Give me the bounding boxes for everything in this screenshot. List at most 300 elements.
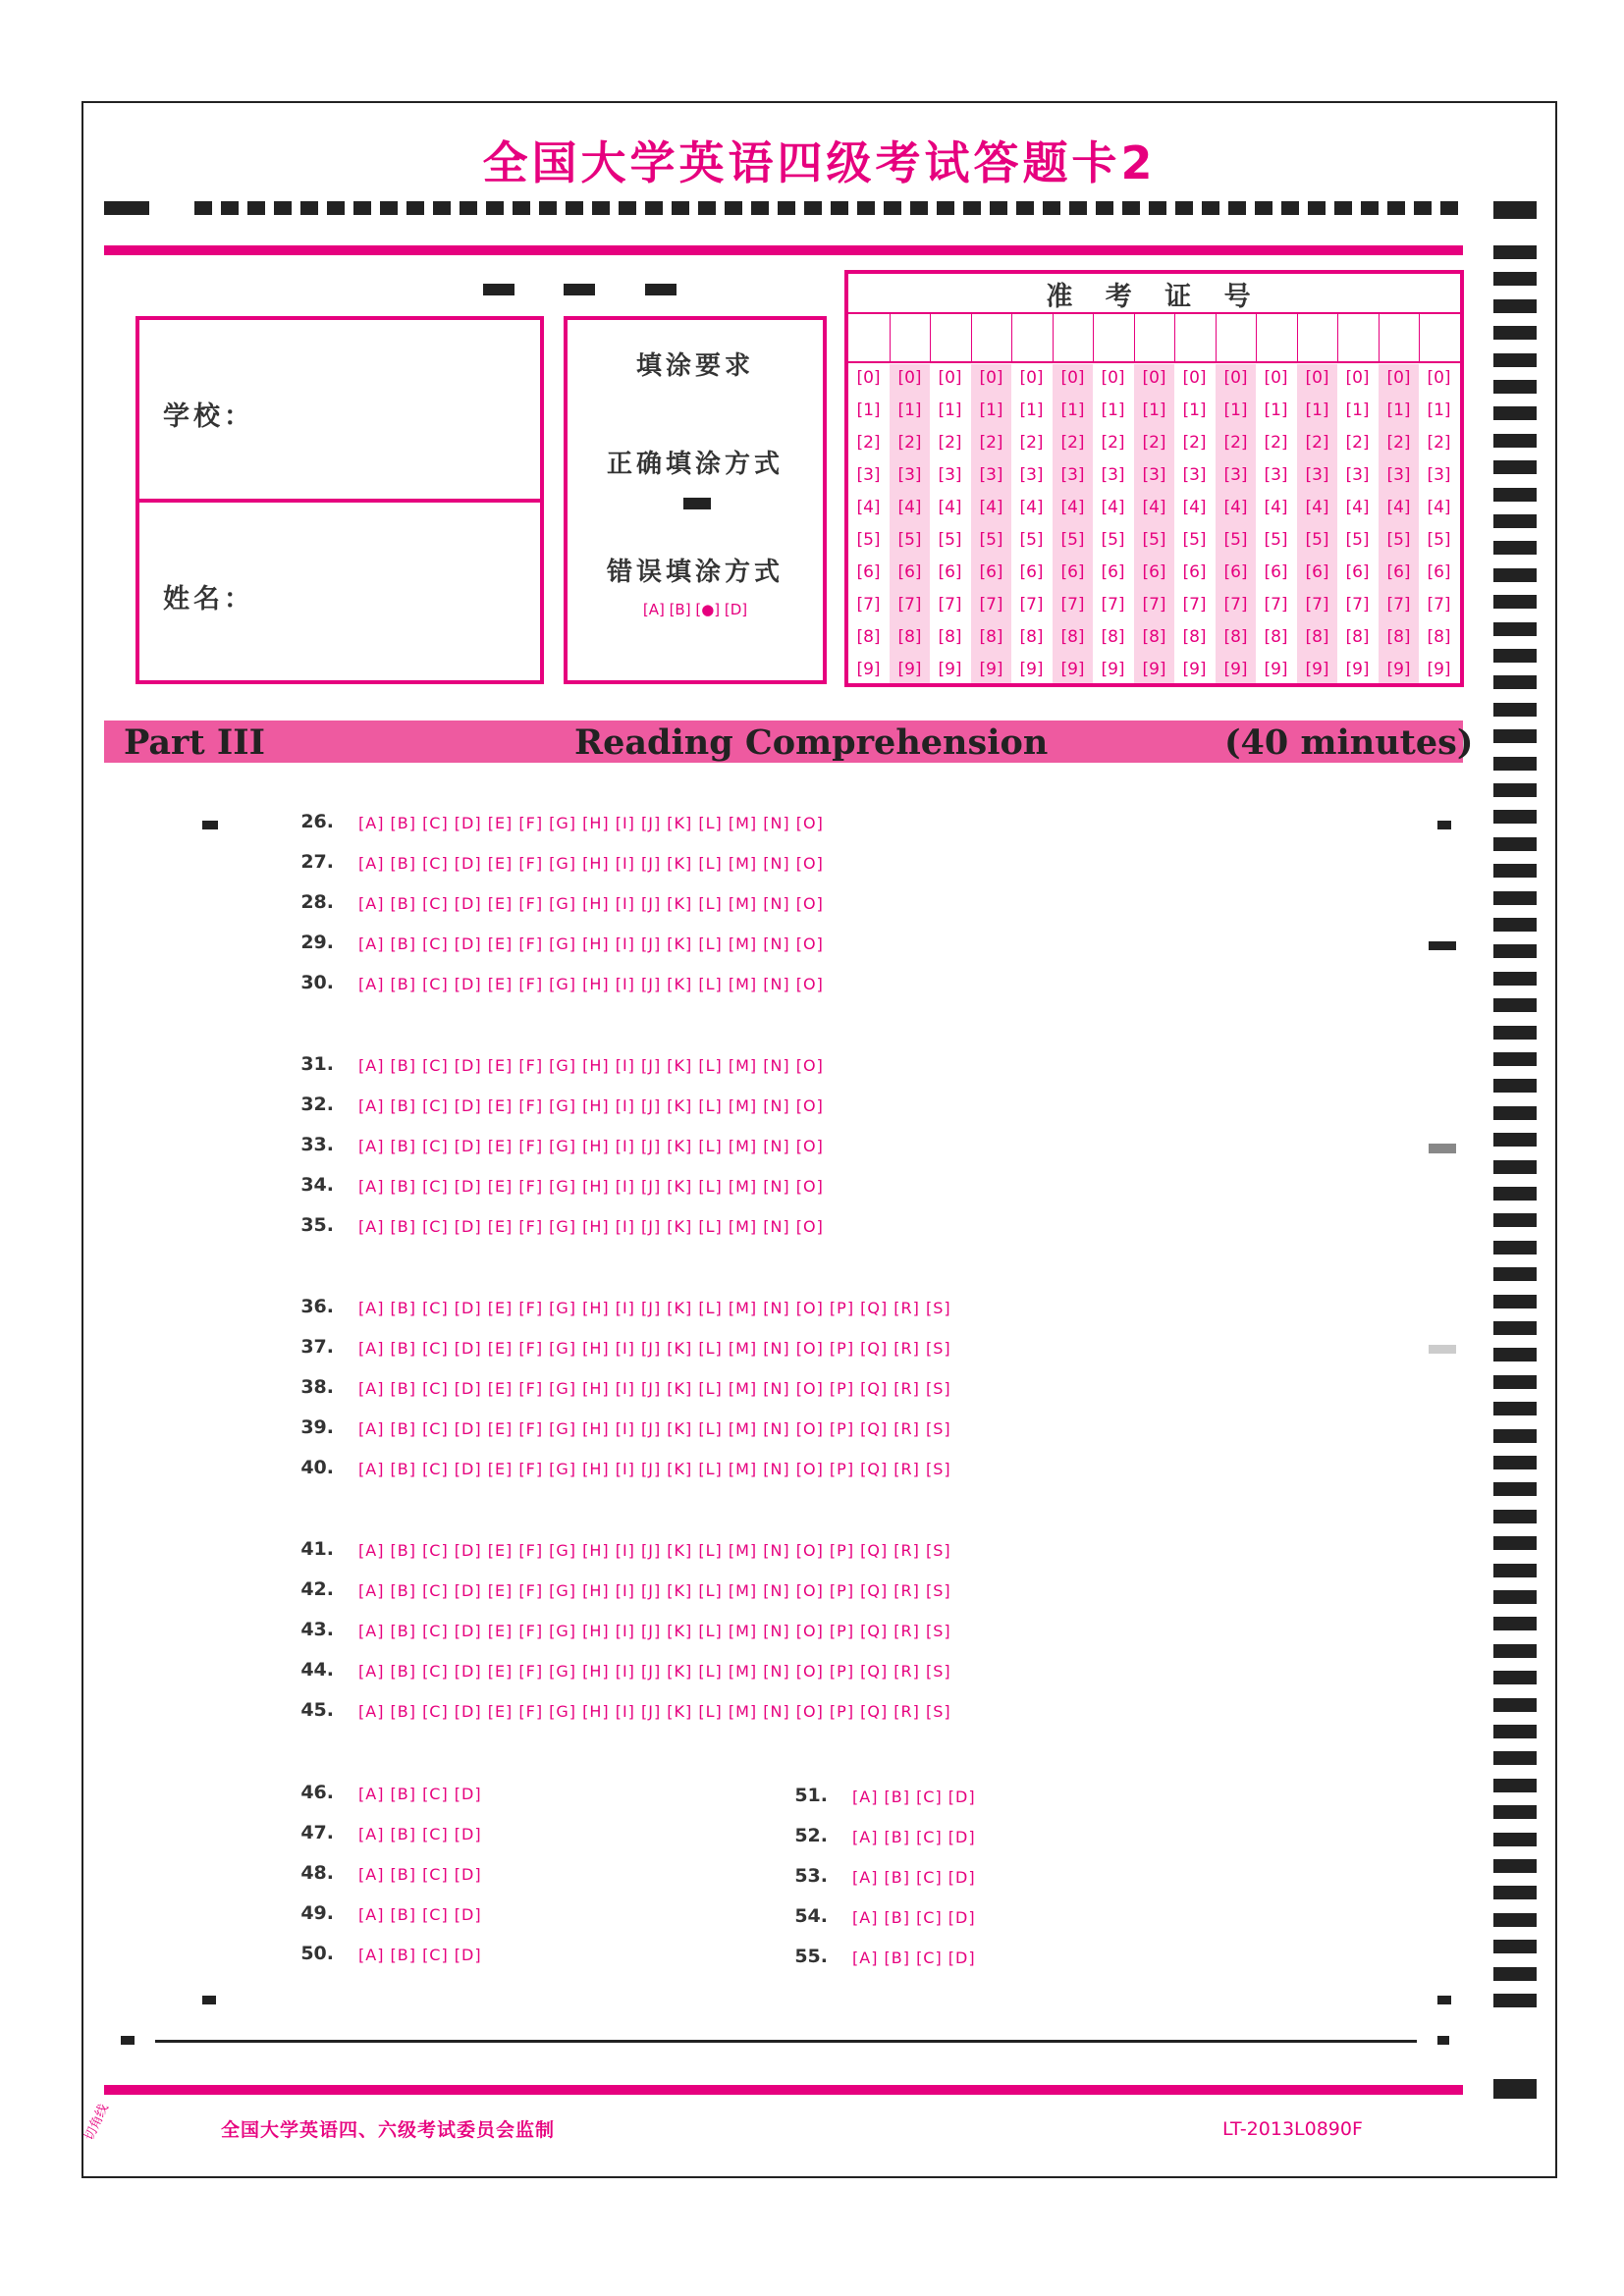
question-number: 49.	[300, 1902, 334, 1924]
answer-options[interactable]: [A] [B] [C] [D] [E] [F] [G] [H] [I] [J] [K] [L] [M] [N] [O] [P] [Q] [R] [S]	[358, 1581, 951, 1600]
exam-id-digit-bubble[interactable]: [5]	[1223, 530, 1248, 550]
question-number: 52.	[794, 1825, 828, 1846]
exam-id-digit-bubble[interactable]: [9]	[1345, 660, 1370, 679]
side-timing-mark	[1493, 729, 1537, 743]
exam-id-digit-bubble[interactable]: [1]	[1101, 400, 1125, 420]
exam-id-digit-bubble[interactable]: [2]	[1345, 433, 1370, 453]
timing-mark	[539, 201, 557, 215]
side-timing-mark	[1493, 1213, 1537, 1227]
exam-id-digit-bubble[interactable]: [9]	[1101, 660, 1125, 679]
exam-id-digit-bubble[interactable]: [8]	[1101, 627, 1125, 647]
registration-mark	[483, 284, 514, 295]
timing-mark	[1387, 201, 1405, 215]
side-timing-mark	[1493, 649, 1537, 663]
question-number: 42.	[300, 1578, 334, 1600]
exam-id-digit-bubble[interactable]: [8]	[1264, 627, 1288, 647]
answer-options[interactable]: [A] [B] [C] [D] [E] [F] [G] [H] [I] [J] [K] [L] [M] [N] [O] [P] [Q] [R] [S]	[358, 1299, 951, 1317]
timing-mark	[1308, 201, 1326, 215]
side-timing-mark	[1493, 1295, 1537, 1308]
exam-id-digit-bubble[interactable]: [7]	[1386, 595, 1411, 614]
side-timing-mark	[1493, 1510, 1537, 1523]
registration-mark	[1437, 1996, 1451, 2004]
exam-id-digit-bubble[interactable]: [5]	[1386, 530, 1411, 550]
question-number: 48.	[300, 1862, 334, 1884]
exam-id-digit-bubble[interactable]: [1]	[1142, 400, 1166, 420]
exam-id-digit-bubble[interactable]: [9]	[1386, 660, 1411, 679]
fill-requirements-heading: 填涂要求	[635, 351, 754, 381]
exam-id-digit-bubble[interactable]: [5]	[897, 530, 922, 550]
exam-id-digit-bubble[interactable]: [4]	[1101, 498, 1125, 517]
exam-id-digit-bubble[interactable]: [6]	[1386, 562, 1411, 582]
exam-id-digit-bubble[interactable]: [0]	[1386, 368, 1411, 388]
side-timing-mark	[1493, 1026, 1537, 1040]
exam-id-digit-bubble[interactable]: [6]	[1019, 562, 1044, 582]
side-timing-mark	[1493, 675, 1537, 689]
answer-options[interactable]: [A] [B] [C] [D] [E] [F] [G] [H] [I] [J] [K] [L] [M] [N] [O] [P] [Q] [R] [S]	[358, 1419, 951, 1438]
exam-id-digit-bubble[interactable]: [6]	[1345, 562, 1370, 582]
exam-id-digit-bubble[interactable]: [0]	[1264, 368, 1288, 388]
timing-mark	[194, 201, 212, 215]
exam-id-digit-bubble[interactable]: [3]	[1142, 465, 1166, 485]
exam-id-digit-bubble[interactable]: [9]	[979, 660, 1003, 679]
exam-id-digit-bubble[interactable]: [1]	[1345, 400, 1370, 420]
exam-id-digit-bubble[interactable]: [3]	[938, 465, 962, 485]
exam-id-digit-bubble[interactable]: [0]	[1345, 368, 1370, 388]
exam-id-digit-bubble[interactable]: [7]	[1427, 595, 1451, 614]
timing-mark	[857, 201, 875, 215]
answer-options[interactable]: [A] [B] [C] [D] [E] [F] [G] [H] [I] [J] [K] [L] [M] [N] [O]	[358, 1177, 824, 1196]
exam-id-digit-bubble[interactable]: [1]	[1019, 400, 1044, 420]
exam-id-digit-bubble[interactable]: [7]	[1264, 595, 1288, 614]
exam-id-digit-bubble[interactable]: [2]	[856, 433, 881, 453]
side-timing-mark	[1493, 1590, 1537, 1604]
exam-id-digit-bubble[interactable]: [9]	[1142, 660, 1166, 679]
exam-id-write-line	[848, 361, 1460, 363]
exam-id-digit-bubble[interactable]: [2]	[1060, 433, 1085, 453]
exam-id-digit-bubble[interactable]: [9]	[1223, 660, 1248, 679]
exam-id-digit-bubble[interactable]: [0]	[1182, 368, 1207, 388]
timing-mark	[327, 201, 345, 215]
exam-id-digit-bubble[interactable]: [4]	[1142, 498, 1166, 517]
exam-id-digit-bubble[interactable]: [3]	[1305, 465, 1329, 485]
exam-id-digit-bubble[interactable]: [4]	[856, 498, 881, 517]
side-timing-mark	[1493, 1241, 1537, 1255]
answer-options[interactable]: [A] [B] [C] [D] [E] [F] [G] [H] [I] [J] [K] [L] [M] [N] [O] [P] [Q] [R] [S]	[358, 1702, 951, 1721]
timing-mark	[804, 201, 822, 215]
exam-id-digit-bubble[interactable]: [5]	[1264, 530, 1288, 550]
exam-id-digit-bubble[interactable]: [4]	[1264, 498, 1288, 517]
answer-options[interactable]: [A] [B] [C] [D] [E] [F] [G] [H] [I] [J] [K] [L] [M] [N] [O] [P] [Q] [R] [S]	[358, 1622, 951, 1640]
question-number: 47.	[300, 1822, 334, 1843]
school-label: 学校：	[163, 401, 254, 432]
exam-id-digit-bubble[interactable]: [2]	[1019, 433, 1044, 453]
side-timing-mark	[1493, 1052, 1537, 1066]
answer-options[interactable]: [A] [B] [C] [D] [E] [F] [G] [H] [I] [J] [K] [L] [M] [N] [O]	[358, 934, 824, 953]
registration-mark	[1429, 941, 1456, 950]
exam-id-digit-bubble[interactable]: [3]	[1223, 465, 1248, 485]
exam-id-digit-bubble[interactable]: [2]	[1427, 433, 1451, 453]
exam-id-digit-bubble[interactable]: [8]	[1386, 627, 1411, 647]
exam-id-digit-bubble[interactable]: [3]	[856, 465, 881, 485]
timing-mark	[1440, 201, 1458, 215]
side-timing-mark	[1493, 1751, 1537, 1765]
question-number: 28.	[300, 891, 334, 913]
exam-id-digit-bubble[interactable]: [6]	[1305, 562, 1329, 582]
timing-mark	[1361, 201, 1379, 215]
exam-id-digit-bubble[interactable]: [6]	[1060, 562, 1085, 582]
answer-options[interactable]: [A] [B] [C] [D] [E] [F] [G] [H] [I] [J] [K] [L] [M] [N] [O]	[358, 1096, 824, 1115]
exam-id-write-cell-divider	[1337, 314, 1338, 361]
exam-id-digit-bubble[interactable]: [7]	[1223, 595, 1248, 614]
answer-options[interactable]: [A] [B] [C] [D]	[852, 1788, 976, 1806]
exam-id-digit-bubble[interactable]: [3]	[1345, 465, 1370, 485]
name-label: 姓名：	[163, 584, 254, 614]
answer-options[interactable]: [A] [B] [C] [D] [E] [F] [G] [H] [I] [J] [K] [L] [M] [N] [O]	[358, 1056, 824, 1075]
exam-id-digit-bubble[interactable]: [4]	[979, 498, 1003, 517]
side-timing-mark	[1493, 1833, 1537, 1846]
exam-id-write-cell-divider	[1256, 314, 1257, 361]
timing-mark	[725, 201, 742, 215]
exam-id-digit-bubble[interactable]: [0]	[856, 368, 881, 388]
exam-id-write-cell-divider	[930, 314, 931, 361]
exam-id-digit-bubble[interactable]: [4]	[938, 498, 962, 517]
question-number: 55.	[794, 1946, 828, 1967]
answer-options[interactable]: [A] [B] [C] [D] [E] [F] [G] [H] [I] [J] [K] [L] [M] [N] [O]	[358, 814, 824, 832]
answer-options[interactable]: [A] [B] [C] [D]	[852, 1868, 976, 1887]
exam-id-digit-bubble[interactable]: [4]	[1427, 498, 1451, 517]
question-number: 40.	[300, 1457, 334, 1478]
answer-options[interactable]: [A] [B] [C] [D]	[358, 1946, 482, 1964]
side-timing-mark	[1493, 326, 1537, 340]
exam-id-digit-bubble[interactable]: [2]	[1182, 433, 1207, 453]
exam-id-digit-bubble[interactable]: [4]	[1182, 498, 1207, 517]
side-timing-mark	[1493, 1886, 1537, 1899]
exam-id-digit-bubble[interactable]: [7]	[1019, 595, 1044, 614]
exam-id-digit-bubble[interactable]: [6]	[897, 562, 922, 582]
exam-id-digit-bubble[interactable]: [6]	[1101, 562, 1125, 582]
exam-id-digit-bubble[interactable]: [3]	[1182, 465, 1207, 485]
exam-id-digit-bubble[interactable]: [2]	[979, 433, 1003, 453]
registration-mark	[121, 2036, 135, 2045]
registration-mark	[564, 284, 595, 295]
answer-options[interactable]: [A] [B] [C] [D]	[358, 1905, 482, 1924]
side-timing-mark	[1493, 622, 1537, 636]
exam-id-digit-bubble[interactable]: [4]	[897, 498, 922, 517]
registration-mark	[202, 821, 218, 829]
question-number: 35.	[300, 1214, 334, 1236]
answer-options[interactable]: [A] [B] [C] [D] [E] [F] [G] [H] [I] [J] [K] [L] [M] [N] [O]	[358, 1137, 824, 1155]
side-timing-mark	[1493, 1133, 1537, 1147]
exam-id-digit-bubble[interactable]: [1]	[938, 400, 962, 420]
exam-id-digit-bubble[interactable]: [3]	[1060, 465, 1085, 485]
timing-mark	[104, 201, 149, 215]
exam-id-digit-bubble[interactable]: [8]	[1182, 627, 1207, 647]
exam-id-digit-bubble[interactable]: [8]	[1427, 627, 1451, 647]
answer-options[interactable]: [A] [B] [C] [D] [E] [F] [G] [H] [I] [J] [K] [L] [M] [N] [O] [P] [Q] [R] [S]	[358, 1460, 951, 1478]
exam-id-digit-bubble[interactable]: [0]	[1101, 368, 1125, 388]
exam-id-digit-bubble[interactable]: [8]	[979, 627, 1003, 647]
answer-options[interactable]: [A] [B] [C] [D]	[358, 1825, 482, 1843]
timing-mark	[937, 201, 954, 215]
registration-mark	[1429, 1345, 1456, 1354]
exam-id-digit-bubble[interactable]: [7]	[1182, 595, 1207, 614]
question-number: 54.	[794, 1905, 828, 1927]
exam-id-digit-bubble[interactable]: [6]	[979, 562, 1003, 582]
question-number: 29.	[300, 932, 334, 953]
exam-id-digit-bubble[interactable]: [8]	[1060, 627, 1085, 647]
exam-id-write-cell-divider	[890, 314, 891, 361]
side-timing-mark	[1493, 1187, 1537, 1201]
exam-id-digit-bubble[interactable]: [7]	[856, 595, 881, 614]
question-number: 26.	[300, 811, 334, 832]
exam-id-digit-bubble[interactable]: [2]	[1101, 433, 1125, 453]
side-timing-mark	[1493, 998, 1537, 1012]
exam-id-digit-bubble[interactable]: [3]	[1386, 465, 1411, 485]
exam-id-digit-bubble[interactable]: [1]	[1223, 400, 1248, 420]
side-timing-mark	[1493, 944, 1537, 958]
school-field[interactable]	[285, 388, 530, 437]
exam-id-digit-bubble[interactable]: [6]	[856, 562, 881, 582]
exam-id-digit-bubble[interactable]: [3]	[1101, 465, 1125, 485]
exam-id-digit-bubble[interactable]: [5]	[1060, 530, 1085, 550]
exam-id-write-cell-divider	[1379, 314, 1380, 361]
exam-id-digit-bubble[interactable]: [7]	[1142, 595, 1166, 614]
wrong-fill-label: 错误填涂方式	[606, 558, 784, 587]
side-timing-mark	[1493, 1967, 1537, 1981]
exam-id-digit-bubble[interactable]: [5]	[856, 530, 881, 550]
exam-id-digit-bubble[interactable]: [7]	[1305, 595, 1329, 614]
question-number: 39.	[300, 1416, 334, 1438]
answer-options[interactable]: [A] [B] [C] [D] [E] [F] [G] [H] [I] [J] [K] [L] [M] [N] [O] [P] [Q] [R] [S]	[358, 1379, 951, 1398]
answer-options[interactable]: [A] [B] [C] [D] [E] [F] [G] [H] [I] [J] [K] [L] [M] [N] [O] [P] [Q] [R] [S]	[358, 1339, 951, 1358]
timing-mark	[406, 201, 424, 215]
exam-id-write-cell-divider	[1174, 314, 1175, 361]
answer-options[interactable]: [A] [B] [C] [D]	[852, 1828, 976, 1846]
exam-id-digit-bubble[interactable]: [1]	[1264, 400, 1288, 420]
exam-id-digit-bubble[interactable]: [9]	[1305, 660, 1329, 679]
exam-id-digit-bubble[interactable]: [1]	[1060, 400, 1085, 420]
exam-id-digit-bubble[interactable]: [6]	[1223, 562, 1248, 582]
exam-id-digit-bubble[interactable]: [2]	[938, 433, 962, 453]
side-timing-mark	[1493, 1482, 1537, 1496]
timing-mark	[963, 201, 981, 215]
side-timing-mark	[1493, 1725, 1537, 1738]
timing-mark	[274, 201, 292, 215]
part-label: Part III	[124, 722, 265, 763]
exam-id-write-cell-divider	[971, 314, 972, 361]
question-number: 50.	[300, 1943, 334, 1964]
side-timing-mark	[1493, 891, 1537, 905]
exam-id-digit-bubble[interactable]: [2]	[1264, 433, 1288, 453]
question-number: 31.	[300, 1053, 334, 1075]
side-timing-mark	[1493, 299, 1537, 313]
question-number: 41.	[300, 1538, 334, 1560]
committee-label: 全国大学英语四、六级考试委员会监制	[221, 2119, 556, 2141]
answer-options[interactable]: [A] [B] [C] [D]	[852, 1908, 976, 1927]
side-timing-mark	[1493, 272, 1537, 286]
answer-options[interactable]: [A] [B] [C] [D]	[852, 1949, 976, 1967]
exam-id-digit-bubble[interactable]: [5]	[979, 530, 1003, 550]
side-timing-mark	[1493, 245, 1537, 259]
exam-id-digit-bubble[interactable]: [4]	[1345, 498, 1370, 517]
answer-options[interactable]: [A] [B] [C] [D]	[358, 1785, 482, 1803]
exam-id-digit-bubble[interactable]: [3]	[1019, 465, 1044, 485]
exam-id-digit-bubble[interactable]: [5]	[1101, 530, 1125, 550]
exam-id-digit-bubble[interactable]: [5]	[1345, 530, 1370, 550]
exam-id-digit-bubble[interactable]: [0]	[1305, 368, 1329, 388]
side-timing-mark	[1493, 1321, 1537, 1335]
timing-mark	[1175, 201, 1193, 215]
answer-options[interactable]: [A] [B] [C] [D] [E] [F] [G] [H] [I] [J] [K] [L] [M] [N] [O]	[358, 894, 824, 913]
correct-fill-example	[683, 498, 711, 509]
exam-id-digit-bubble[interactable]: [1]	[1386, 400, 1411, 420]
exam-id-digit-bubble[interactable]: [7]	[979, 595, 1003, 614]
timing-mark	[1414, 201, 1432, 215]
exam-id-digit-bubble[interactable]: [4]	[1019, 498, 1044, 517]
exam-id-digit-bubble[interactable]: [9]	[1264, 660, 1288, 679]
answer-options[interactable]: [A] [B] [C] [D] [E] [F] [G] [H] [I] [J] [K] [L] [M] [N] [O] [P] [Q] [R] [S]	[358, 1541, 951, 1560]
timing-mark	[566, 201, 583, 215]
exam-id-digit-bubble[interactable]: [0]	[1060, 368, 1085, 388]
exam-id-digit-bubble[interactable]: [7]	[1345, 595, 1370, 614]
answer-options[interactable]: [A] [B] [C] [D]	[358, 1865, 482, 1884]
exam-id-digit-bubble[interactable]: [0]	[938, 368, 962, 388]
side-timing-mark	[1493, 1671, 1537, 1684]
timing-mark	[1149, 201, 1166, 215]
exam-id-digit-bubble[interactable]: [8]	[897, 627, 922, 647]
answer-options[interactable]: [A] [B] [C] [D] [E] [F] [G] [H] [I] [J] [K] [L] [M] [N] [O]	[358, 975, 824, 993]
exam-id-digit-bubble[interactable]: [9]	[856, 660, 881, 679]
exam-id-digit-bubble[interactable]: [9]	[1019, 660, 1044, 679]
timing-mark	[1281, 201, 1299, 215]
exam-id-digit-bubble[interactable]: [5]	[1142, 530, 1166, 550]
exam-id-digit-bubble[interactable]: [5]	[938, 530, 962, 550]
registration-mark	[1437, 2036, 1449, 2045]
sheet-code: LT-2013L0890F	[1222, 2118, 1363, 2140]
exam-id-digit-bubble[interactable]: [9]	[897, 660, 922, 679]
exam-id-write-cell-divider	[1053, 314, 1054, 361]
exam-id-digit-bubble[interactable]: [3]	[1264, 465, 1288, 485]
exam-id-digit-bubble[interactable]: [0]	[979, 368, 1003, 388]
timing-mark	[433, 201, 451, 215]
exam-id-digit-bubble[interactable]: [5]	[1427, 530, 1451, 550]
exam-id-digit-bubble[interactable]: [2]	[1223, 433, 1248, 453]
exam-id-write-cell-divider	[1093, 314, 1094, 361]
exam-id-digit-bubble[interactable]: [9]	[1182, 660, 1207, 679]
registration-mark	[202, 1996, 216, 2004]
exam-id-digit-bubble[interactable]: [8]	[1223, 627, 1248, 647]
exam-id-digit-bubble[interactable]: [9]	[1060, 660, 1085, 679]
exam-id-digit-bubble[interactable]: [8]	[856, 627, 881, 647]
registration-mark	[1429, 1144, 1456, 1153]
exam-id-digit-bubble[interactable]: [8]	[1019, 627, 1044, 647]
side-timing-mark	[1493, 1348, 1537, 1362]
side-timing-mark	[1493, 1698, 1537, 1712]
timing-mark	[1255, 201, 1272, 215]
exam-id-digit-bubble[interactable]: [2]	[1305, 433, 1329, 453]
exam-id-digit-bubble[interactable]: [1]	[856, 400, 881, 420]
exam-id-digit-bubble[interactable]: [8]	[938, 627, 962, 647]
exam-id-digit-bubble[interactable]: [9]	[1427, 660, 1451, 679]
exam-id-digit-bubble[interactable]: [1]	[1305, 400, 1329, 420]
exam-id-digit-bubble[interactable]: [6]	[1427, 562, 1451, 582]
answer-options[interactable]: [A] [B] [C] [D] [E] [F] [G] [H] [I] [J] [K] [L] [M] [N] [O] [P] [Q] [R] [S]	[358, 1662, 951, 1681]
timing-mark	[884, 201, 901, 215]
exam-id-digit-bubble[interactable]: [1]	[1427, 400, 1451, 420]
exam-id-digit-bubble[interactable]: [7]	[1101, 595, 1125, 614]
side-timing-mark	[1493, 864, 1537, 878]
exam-id-digit-bubble[interactable]: [3]	[897, 465, 922, 485]
exam-id-digit-bubble[interactable]: [3]	[1427, 465, 1451, 485]
side-timing-mark	[1493, 434, 1537, 448]
exam-id-digit-bubble[interactable]: [7]	[1060, 595, 1085, 614]
answer-options[interactable]: [A] [B] [C] [D] [E] [F] [G] [H] [I] [J] [K] [L] [M] [N] [O]	[358, 1217, 824, 1236]
exam-id-digit-bubble[interactable]: [0]	[1142, 368, 1166, 388]
exam-id-digit-bubble[interactable]: [0]	[1427, 368, 1451, 388]
timing-mark	[645, 201, 663, 215]
side-timing-mark	[1493, 1859, 1537, 1873]
exam-id-digit-bubble[interactable]: [6]	[1182, 562, 1207, 582]
exam-id-digit-bubble[interactable]: [8]	[1142, 627, 1166, 647]
exam-id-digit-bubble[interactable]: [8]	[1345, 627, 1370, 647]
exam-id-digit-bubble[interactable]: [0]	[1019, 368, 1044, 388]
exam-id-digit-bubble[interactable]: [5]	[1182, 530, 1207, 550]
exam-id-digit-bubble[interactable]: [4]	[1386, 498, 1411, 517]
exam-id-digit-bubble[interactable]: [7]	[897, 595, 922, 614]
timing-mark	[513, 201, 530, 215]
header-divider	[104, 245, 1463, 255]
answer-options[interactable]: [A] [B] [C] [D] [E] [F] [G] [H] [I] [J] [K] [L] [M] [N] [O]	[358, 854, 824, 873]
name-field[interactable]	[285, 569, 530, 618]
exam-id-digit-bubble[interactable]: [5]	[1305, 530, 1329, 550]
question-number: 27.	[300, 851, 334, 873]
exam-id-digit-bubble[interactable]: [5]	[1019, 530, 1044, 550]
exam-id-digit-bubble[interactable]: [4]	[1060, 498, 1085, 517]
exam-id-digit-bubble[interactable]: [2]	[1386, 433, 1411, 453]
exam-id-write-cell-divider	[1419, 314, 1420, 361]
exam-id-digit-bubble[interactable]: [7]	[938, 595, 962, 614]
exam-id-digit-bubble[interactable]: [6]	[938, 562, 962, 582]
exam-id-digit-bubble[interactable]: [6]	[1142, 562, 1166, 582]
exam-id-digit-bubble[interactable]: [4]	[1223, 498, 1248, 517]
side-timing-mark	[1493, 1940, 1537, 1953]
part-time: (40 minutes)	[1224, 722, 1474, 763]
exam-id-digit-bubble[interactable]: [1]	[897, 400, 922, 420]
exam-id-digit-bubble[interactable]: [3]	[979, 465, 1003, 485]
exam-id-digit-bubble[interactable]: [6]	[1264, 562, 1288, 582]
exam-id-digit-bubble[interactable]: [1]	[1182, 400, 1207, 420]
exam-id-write-cell-divider	[1216, 314, 1217, 361]
timing-mark	[460, 201, 477, 215]
side-timing-mark	[1493, 972, 1537, 986]
side-timing-mark	[1493, 837, 1537, 851]
exam-id-digit-bubble[interactable]: [0]	[1223, 368, 1248, 388]
side-timing-mark	[1493, 1913, 1537, 1927]
exam-id-digit-bubble[interactable]: [4]	[1305, 498, 1329, 517]
exam-id-digit-bubble[interactable]: [0]	[897, 368, 922, 388]
exam-id-digit-bubble[interactable]: [2]	[897, 433, 922, 453]
exam-id-digit-bubble[interactable]: [9]	[938, 660, 962, 679]
exam-id-digit-bubble[interactable]: [8]	[1305, 627, 1329, 647]
exam-id-digit-bubble[interactable]: [1]	[979, 400, 1003, 420]
question-number: 38.	[300, 1376, 334, 1398]
side-timing-mark	[1493, 460, 1537, 474]
wrong-fill-examples: [A] [B] [●] [D]	[642, 601, 748, 618]
side-timing-mark	[1493, 406, 1537, 420]
side-timing-mark	[1493, 703, 1537, 717]
side-timing-mark	[1493, 1267, 1537, 1281]
exam-id-digit-bubble[interactable]: [2]	[1142, 433, 1166, 453]
